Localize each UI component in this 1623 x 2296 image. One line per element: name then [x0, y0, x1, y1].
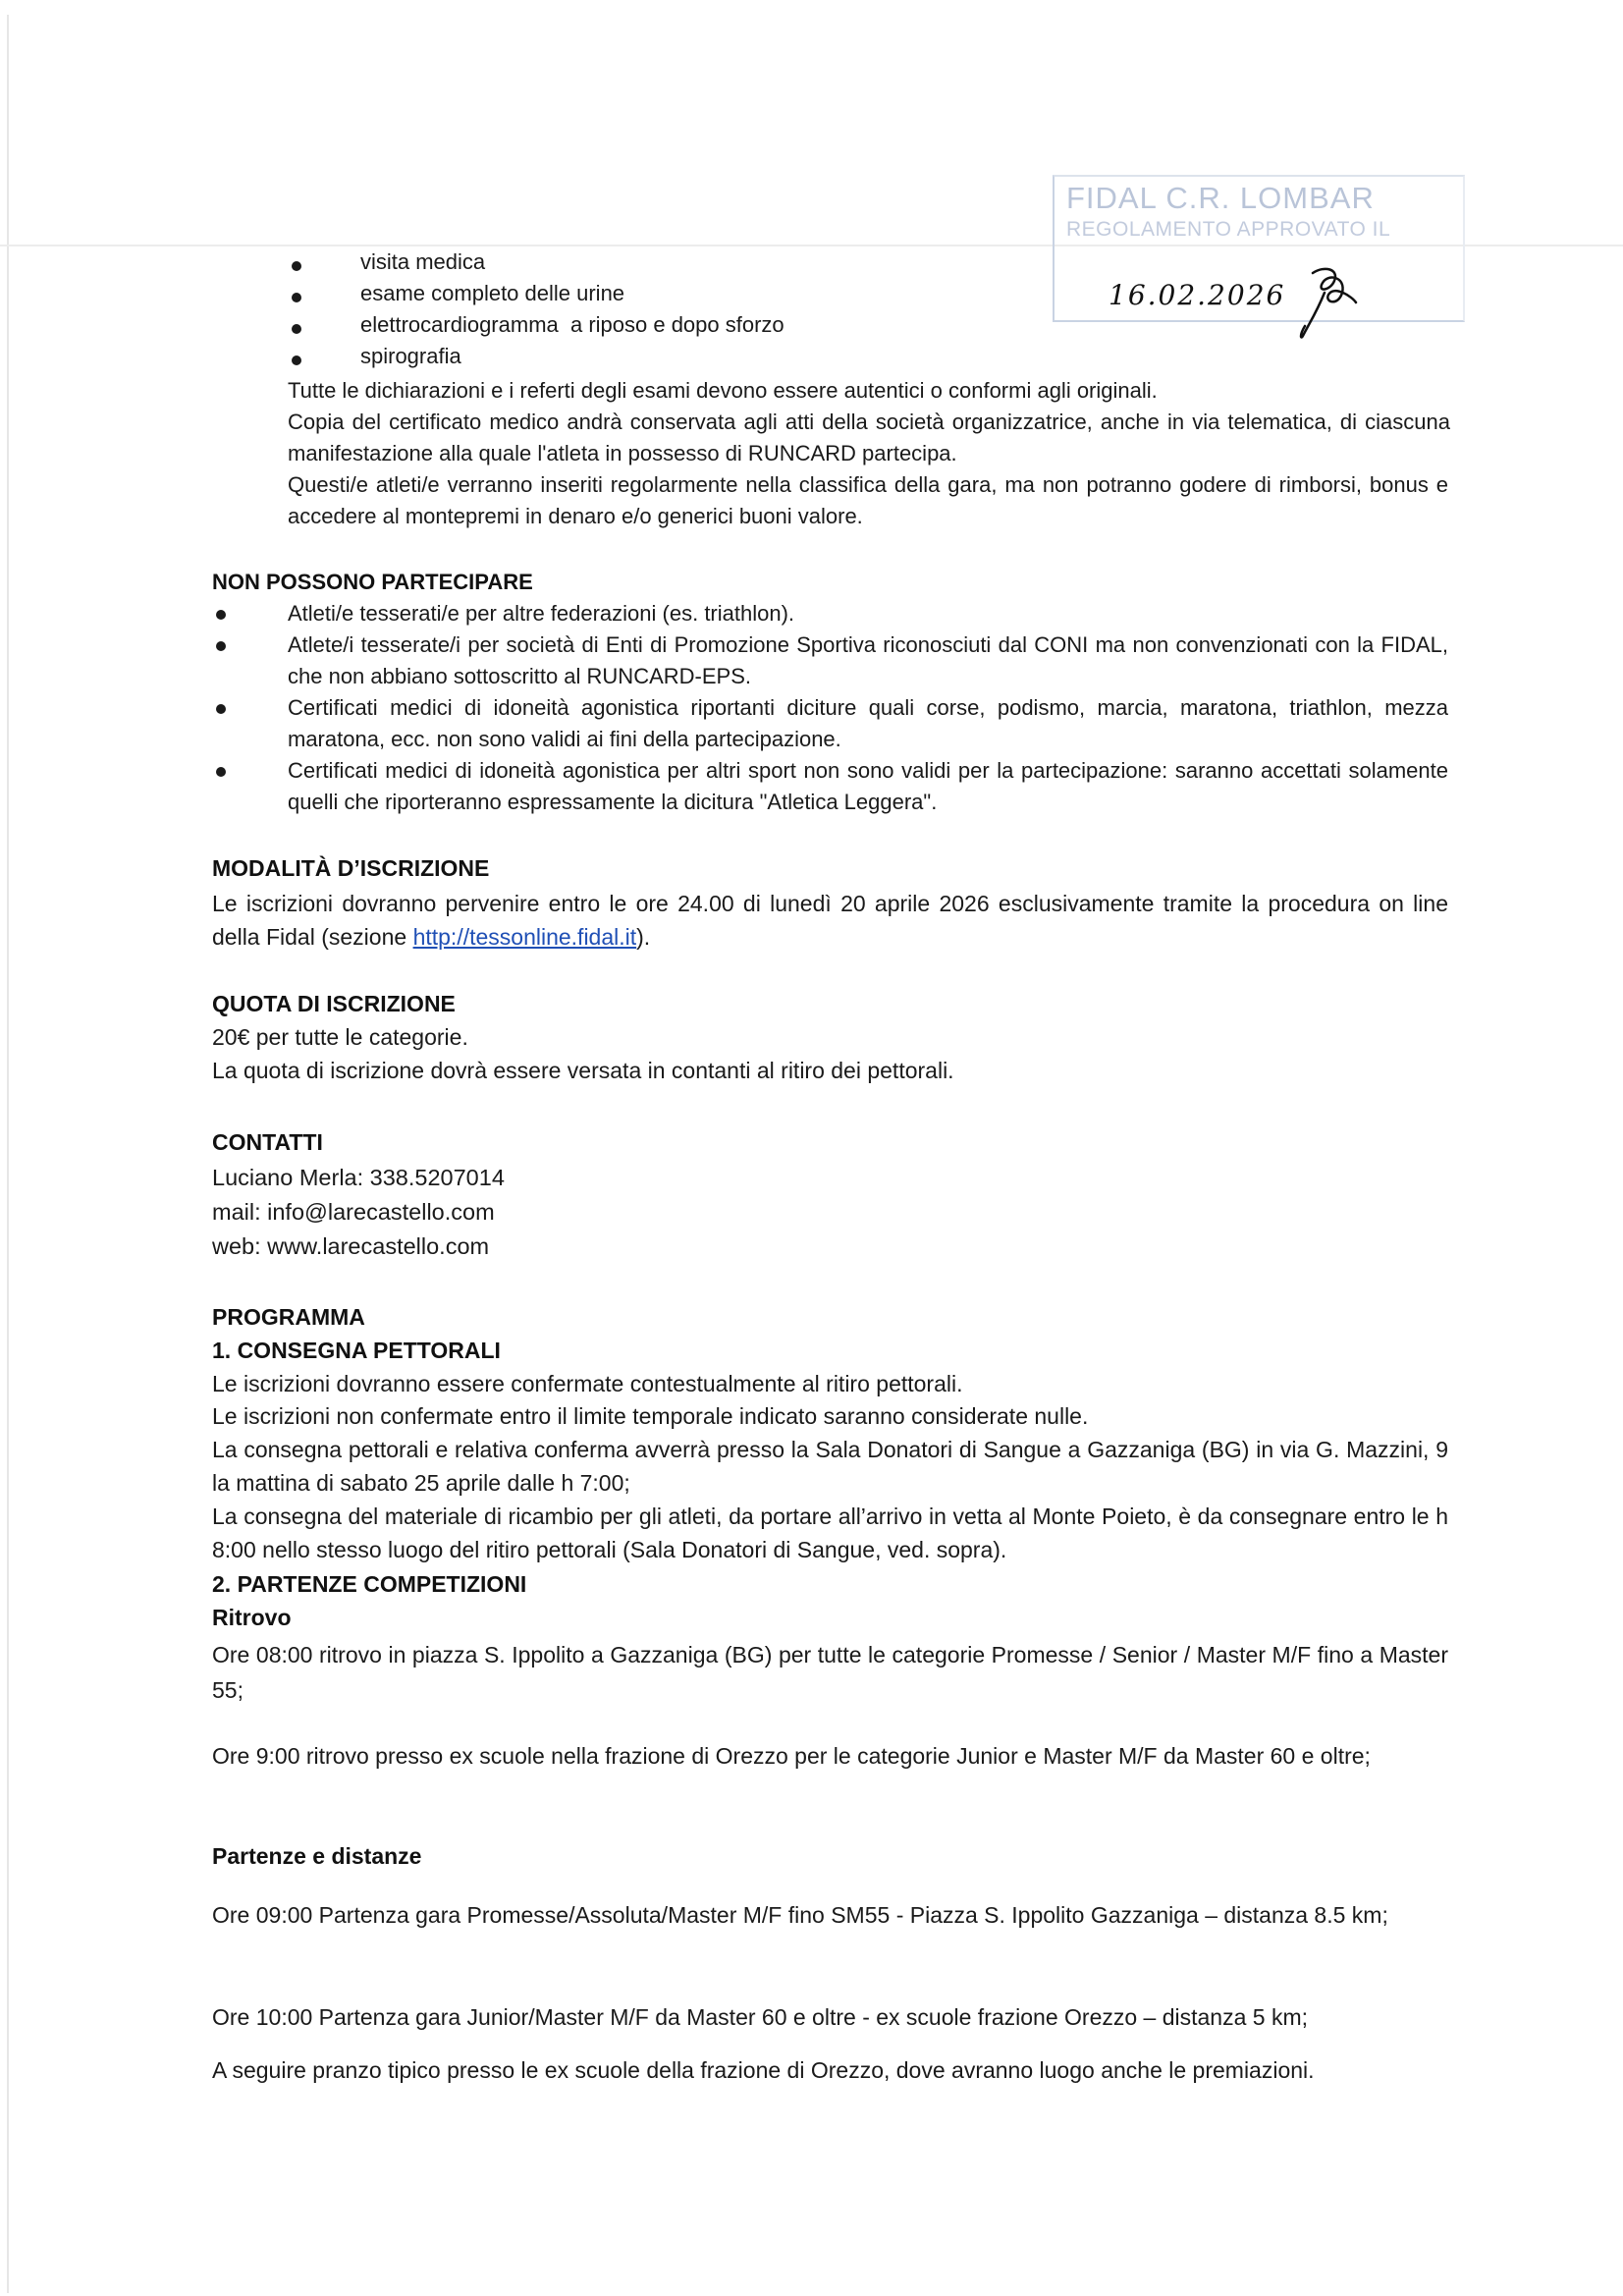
section-title-programma: PROGRAMMA: [212, 1304, 365, 1330]
exams-note-authenticity: Tutte le dichiarazioni e i referti degli esami devono essere autentici o conformi agli originali.: [288, 378, 1158, 403]
bullet-icon: [292, 355, 301, 365]
contact-phone: Luciano Merla: 338.5207014: [212, 1165, 505, 1190]
quota-payment: La quota di iscrizione dovrà essere versata in contanti al ritiro dei pettorali.: [212, 1058, 954, 1083]
tessonline-link[interactable]: http://tessonline.fidal.it: [412, 924, 637, 950]
signature-icon: [1295, 263, 1364, 342]
bullet-icon: [216, 610, 226, 620]
stamp-date: 16.02.2026: [1109, 279, 1286, 311]
modalita-text-after: ).: [636, 924, 651, 950]
subsection-title-partenze: 2. PARTENZE COMPETIZIONI: [212, 1571, 527, 1597]
bullet-icon: [216, 767, 226, 777]
modalita-text: [212, 887, 1448, 954]
ritrovo-line: Ore 08:00 ritrovo in piazza S. Ippolito a Gazzaniga (BG) per tutte le categorie Promesse / Senior / Master M/F fino a Master 55;: [212, 1642, 1448, 1703]
bullet-icon: [292, 324, 301, 334]
exams-note-classification: Questi/e atleti/e verranno inseriti regolarmente nella classifica della gara, ma non potranno godere di rimborsi, bonus e accedere al montepremi in denaro e/o generici buoni valore.: [288, 472, 1448, 528]
exam-item: visita medica: [360, 249, 486, 274]
distanze-line: A seguire pranzo tipico presso le ex scuole della frazione di Orezzo, dove avranno luogo anche le premiazioni.: [212, 2057, 1315, 2083]
consegna-line: Le iscrizioni non confermate entro il limite temporale indicato saranno considerate nulle.: [212, 1403, 1089, 1429]
exam-item: elettrocardiogramma a riposo e dopo sforzo: [360, 312, 784, 337]
non-possono-item: Atleti/e tesserati/e per altre federazioni (es. triathlon).: [288, 601, 795, 626]
modalita-text-before: Le iscrizioni dovranno pervenire entro le ore 24.00 di lunedì 20 aprile 2026 esclusivamente tramite la procedura on line della Fidal (sezione: [212, 891, 1448, 950]
contact-mail[interactable]: mail: info@larecastello.com: [212, 1199, 495, 1225]
exams-note-copy: Copia del certificato medico andrà conservata agli atti della società organizzatrice, anche in via telematica, di ciascuna manifestazione alla quale l'atleta in possesso di RUNCARD partecipa.: [288, 410, 1450, 465]
subsection-title-consegna: 1. CONSEGNA PETTORALI: [212, 1338, 501, 1363]
section-title-quota: QUOTA DI ISCRIZIONE: [212, 991, 456, 1016]
ritrovo-line: Ore 9:00 ritrovo presso ex scuole nella frazione di Orezzo per le categorie Junior e Master M/F da Master 60 e oltre;: [212, 1743, 1371, 1769]
stamp-organization: FIDAL C.R. LOMBAR: [1066, 181, 1375, 215]
bullet-icon: [216, 704, 226, 714]
non-possono-item: Certificati medici di idoneità agonistica per altri sport non sono validi per la partecipazione: saranno accettati solamente quelli che riporteranno espressamente la dicitura "Atletica Leggera".: [288, 758, 1448, 814]
bullet-icon: [216, 641, 226, 651]
quota-amount: 20€ per tutte le categorie.: [212, 1024, 468, 1050]
exam-item: spirografia: [360, 344, 461, 368]
section-title-contatti: CONTATTI: [212, 1129, 323, 1155]
scan-edge-vertical: [7, 15, 9, 2293]
bullet-icon: [292, 261, 301, 271]
exam-item: esame completo delle urine: [360, 281, 625, 305]
distanze-line: Ore 09:00 Partenza gara Promesse/Assoluta/Master M/F fino SM55 - Piazza S. Ippolito Gazzaniga – distanza 8.5 km;: [212, 1902, 1388, 1928]
ritrovo-title: Ritrovo: [212, 1605, 292, 1630]
stamp-label: REGOLAMENTO APPROVATO IL: [1066, 218, 1391, 241]
bullet-icon: [292, 293, 301, 302]
distanze-title: Partenze e distanze: [212, 1843, 422, 1869]
consegna-line: La consegna pettorali e relativa conferma avverrà presso la Sala Donatori di Sangue a Gazzaniga (BG) in via G. Mazzini, 9 la mattina di sabato 25 aprile dalle h 7:00;: [212, 1437, 1448, 1496]
consegna-line: La consegna del materiale di ricambio per gli atleti, da portare all’arrivo in vetta al Monte Poieto, è da consegnare entro le h 8:00 nello stesso luogo del ritiro pettorali (Sala Donatori di Sangue, ved. sopra).: [212, 1503, 1448, 1562]
consegna-line: Le iscrizioni dovranno essere confermate contestualmente al ritiro pettorali.: [212, 1371, 963, 1396]
contact-web[interactable]: web: www.larecastello.com: [212, 1233, 490, 1259]
non-possono-item: Certificati medici di idoneità agonistica riportanti diciture quali corse, podismo, marcia, maratona, triathlon, mezza maratona, ecc. non sono validi ai fini della partecipazione.: [288, 695, 1448, 751]
section-title-modalita: MODALITÀ D’ISCRIZIONE: [212, 855, 490, 881]
non-possono-item: Atlete/i tesserate/i per società di Enti di Promozione Sportiva riconosciuti dal CONI ma non convenzionati con la FIDAL, che non abbiano sottoscritto al RUNCARD-EPS.: [288, 632, 1448, 688]
section-title-non-possono: NON POSSONO PARTECIPARE: [212, 570, 533, 594]
distanze-line: Ore 10:00 Partenza gara Junior/Master M/F da Master 60 e oltre - ex scuole frazione Orezzo – distanza 5 km;: [212, 2004, 1309, 2030]
approval-stamp: [1053, 175, 1465, 322]
